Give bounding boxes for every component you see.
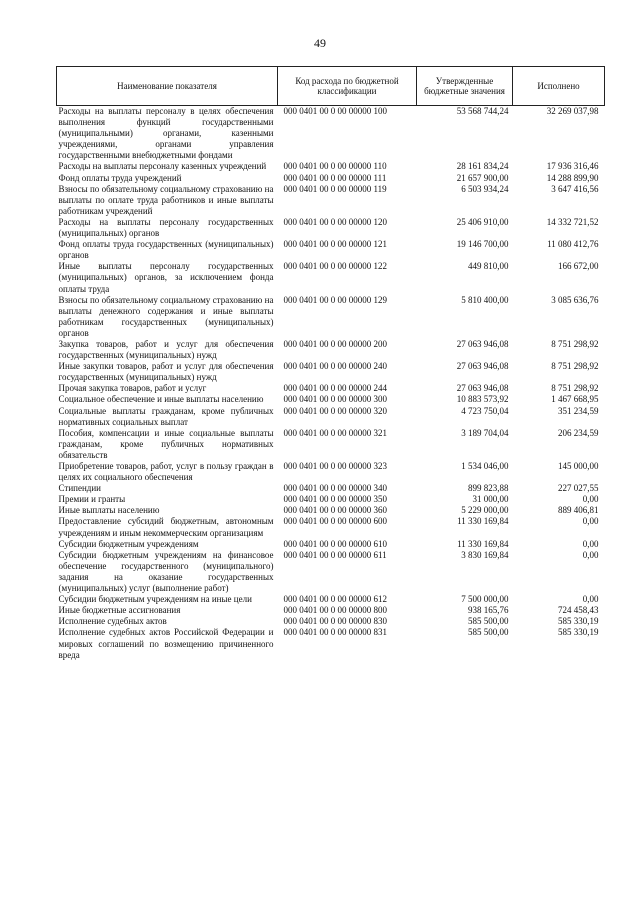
- row-name: Исполнение судебных актов Российской Федерации и мировых соглашений по возмещению причиненного вреда: [58, 627, 274, 660]
- row-done: 724 458,43: [558, 605, 599, 616]
- row-name: Предоставление субсидий бюджетным, автономным учреждениям и иным некоммерческим организациям: [58, 516, 274, 538]
- row-name: Исполнение судебных актов: [58, 616, 167, 627]
- row-plan: 449 810,00: [468, 261, 509, 272]
- row-done: 32 269 037,98: [546, 106, 599, 116]
- row-code: 000 0401 00 0 00 00000 119: [283, 183, 387, 194]
- table-row: [57, 339, 605, 361]
- table-row: [57, 261, 605, 294]
- row-done: 0,00: [582, 494, 599, 505]
- row-plan: 5 810 400,00: [461, 294, 509, 305]
- row-done: 8 751 298,92: [551, 383, 599, 394]
- row-name: Расходы на выплаты персоналу казенных учреждений: [58, 161, 267, 172]
- row-plan: 938 165,76: [468, 605, 509, 616]
- table-row: [57, 461, 605, 483]
- row-name: Иные закупки товаров, работ и услуг для обеспечения государственных (муниципальных) нужд: [58, 361, 274, 383]
- row-code: 000 0401 00 0 00 00000 600: [283, 516, 387, 527]
- page-number: 49: [314, 36, 326, 50]
- row-done: 1 467 668,95: [551, 394, 599, 405]
- row-done: 889 406,81: [558, 505, 599, 516]
- row-code: 000 0401 00 0 00 00000 800: [283, 605, 387, 616]
- row-done: 227 027,55: [558, 483, 599, 494]
- table-row: [57, 394, 605, 405]
- header-plan: Утвержденные бюджетные значения: [417, 67, 513, 106]
- row-done: 3 647 416,56: [551, 183, 599, 194]
- row-code: 000 0401 00 0 00 00000 320: [283, 405, 387, 416]
- row-plan: 585 500,00: [468, 627, 509, 638]
- table-row: [57, 106, 605, 162]
- header-row: [57, 67, 605, 106]
- table-row: [57, 516, 605, 538]
- row-plan: 21 657 900,00: [456, 172, 509, 183]
- row-name: Приобретение товаров, работ, услуг в пользу граждан в целях их социального обеспечения: [58, 461, 274, 483]
- row-plan: 11 330 169,84: [457, 538, 509, 549]
- row-code: 000 0401 00 0 00 00000 321: [283, 427, 387, 438]
- header-done: Исполнено: [513, 67, 605, 106]
- row-code: 000 0401 00 0 00 00000 111: [283, 172, 387, 183]
- table-row: [57, 295, 605, 339]
- table-row: [57, 483, 605, 494]
- row-done: 0,00: [582, 538, 599, 549]
- row-code: 000 0401 00 0 00 00000 340: [283, 483, 387, 494]
- row-plan: 1 534 046,00: [461, 461, 509, 471]
- row-done: 585 330,19: [558, 627, 599, 638]
- row-done: 17 936 316,46: [546, 161, 599, 172]
- table-header: [57, 67, 605, 106]
- row-plan: 3 830 169,84: [461, 549, 509, 560]
- row-name: Пособия, компенсации и иные социальные выплаты гражданам, кроме публичных нормативных обязательств: [58, 427, 274, 460]
- row-name: Иные выплаты персоналу государственных (муниципальных) органов, за исключением фонда оплаты труда: [58, 261, 274, 294]
- table-row: [57, 406, 605, 428]
- budget-execution-table: [56, 66, 605, 661]
- row-plan: 53 568 744,24: [456, 106, 509, 116]
- row-code: 000 0401 00 0 00 00000 100: [283, 106, 387, 116]
- row-code: 000 0401 00 0 00 00000 110: [283, 161, 387, 172]
- row-done: 8 751 298,92: [551, 361, 599, 372]
- row-name: Социальное обеспечение и иные выплаты населению: [58, 394, 264, 405]
- row-name: Иные бюджетные ассигнования: [58, 605, 181, 616]
- row-done: 3 085 636,76: [551, 294, 599, 305]
- row-plan: 5 229 000,00: [461, 505, 509, 516]
- row-name: Субсидии бюджетным учреждениям на финансовое обеспечение государственного (муниципального) задания на оказание государственных (муниципальных) услуг (выполнение работ): [58, 549, 274, 594]
- row-done: 145 000,00: [558, 461, 599, 471]
- row-done: 14 288 899,90: [546, 172, 599, 183]
- header-code: Код расхода по бюджетной классификации: [278, 67, 417, 106]
- row-name: Расходы на выплаты персоналу государственных (муниципальных) органов: [58, 216, 274, 239]
- table-row: [57, 161, 605, 172]
- table-row: [57, 539, 605, 550]
- row-plan: 27 063 946,08: [456, 383, 509, 394]
- row-done: 351 234,59: [558, 405, 599, 416]
- row-plan: 6 503 934,24: [461, 183, 509, 194]
- row-name: Стипендии: [58, 483, 101, 494]
- row-done: 14 332 721,52: [546, 216, 599, 227]
- table-body: [57, 106, 605, 661]
- row-name: Взносы по обязательному социальному страхованию на выплаты по оплате труда работников и иные выплаты работникам учреждений: [58, 183, 274, 216]
- row-name: Фонд оплаты труда учреждений: [58, 172, 182, 183]
- row-code: 000 0401 00 0 00 00000 830: [283, 616, 387, 627]
- row-done: 585 330,19: [558, 616, 599, 627]
- row-name: Иные выплаты населению: [58, 505, 160, 516]
- row-code: 000 0401 00 0 00 00000 360: [283, 505, 387, 516]
- row-code: 000 0401 00 0 00 00000 323: [283, 461, 387, 471]
- table-row: [57, 383, 605, 394]
- row-name: Взносы по обязательному социальному страхованию на выплаты денежного содержания и иные выплаты работникам государственных (муниципальных) органов: [58, 294, 274, 338]
- table-row: [57, 627, 605, 660]
- row-plan: 585 500,00: [468, 616, 509, 627]
- row-code: 000 0401 00 0 00 00000 122: [283, 261, 387, 272]
- row-done: 11 080 412,76: [547, 239, 599, 250]
- row-done: 166 672,00: [558, 261, 599, 272]
- row-name: Субсидии бюджетным учреждениям: [58, 538, 199, 549]
- row-code: 000 0401 00 0 00 00000 610: [283, 538, 387, 549]
- row-plan: 10 883 573,92: [456, 394, 509, 405]
- row-code: 000 0401 00 0 00 00000 244: [283, 383, 387, 394]
- row-plan: 7 500 000,00: [461, 594, 509, 605]
- row-plan: 27 063 946,08: [456, 338, 509, 349]
- table-row: [57, 173, 605, 184]
- row-plan: 31 000,00: [472, 494, 509, 505]
- row-done: 0,00: [582, 594, 599, 605]
- row-plan: 899 823,88: [468, 483, 509, 494]
- row-done: 0,00: [582, 549, 599, 560]
- row-done: 8 751 298,92: [551, 338, 599, 349]
- table-row: [57, 594, 605, 605]
- row-code: 000 0401 00 0 00 00000 611: [283, 549, 387, 560]
- header-name: Наименование показателя: [57, 67, 278, 106]
- row-plan: 19 146 700,00: [456, 239, 509, 250]
- row-plan: 11 330 169,84: [457, 516, 509, 527]
- row-code: 000 0401 00 0 00 00000 129: [283, 294, 387, 305]
- row-name: Расходы на выплаты персоналу в целях обеспечения выполнения функций государственными (муниципальными) органами, казенными учреждениями, органами управления государственными внебюджетными фондами: [58, 106, 274, 161]
- row-code: 000 0401 00 0 00 00000 121: [283, 239, 387, 250]
- row-done: 206 234,59: [558, 427, 599, 438]
- table-row: [57, 184, 605, 217]
- row-code: 000 0401 00 0 00 00000 831: [283, 627, 387, 638]
- row-code: 000 0401 00 0 00 00000 240: [283, 361, 387, 372]
- row-done: 0,00: [582, 516, 599, 527]
- row-name: Прочая закупка товаров, работ и услуг: [58, 383, 207, 394]
- row-name: Закупка товаров, работ и услуг для обеспечения государственных (муниципальных) нужд: [58, 338, 274, 361]
- row-name: Премии и гранты: [58, 494, 126, 505]
- table-row: [57, 605, 605, 616]
- table-row: [57, 217, 605, 239]
- table-row: [57, 550, 605, 594]
- row-plan: 28 161 834,24: [456, 161, 509, 172]
- row-code: 000 0401 00 0 00 00000 120: [283, 216, 387, 227]
- table-row: [57, 239, 605, 261]
- row-plan: 4 723 750,04: [461, 405, 509, 416]
- row-code: 000 0401 00 0 00 00000 200: [283, 338, 387, 349]
- table-row: [57, 361, 605, 383]
- row-plan: 27 063 946,08: [456, 361, 509, 372]
- row-name: Субсидии бюджетным учреждениям на иные цели: [58, 594, 252, 605]
- row-name: Социальные выплаты гражданам, кроме публичных нормативных социальных выплат: [58, 405, 274, 427]
- row-name: Фонд оплаты труда государственных (муниципальных) органов: [58, 239, 274, 261]
- row-plan: 3 189 704,04: [461, 427, 509, 438]
- table-row: [57, 428, 605, 461]
- table-row: [57, 505, 605, 516]
- row-code: 000 0401 00 0 00 00000 300: [283, 394, 387, 405]
- row-code: 000 0401 00 0 00 00000 612: [283, 594, 387, 605]
- row-code: 000 0401 00 0 00 00000 350: [283, 494, 387, 505]
- table-row: [57, 616, 605, 627]
- table-row: [57, 494, 605, 505]
- row-plan: 25 406 910,00: [456, 216, 509, 227]
